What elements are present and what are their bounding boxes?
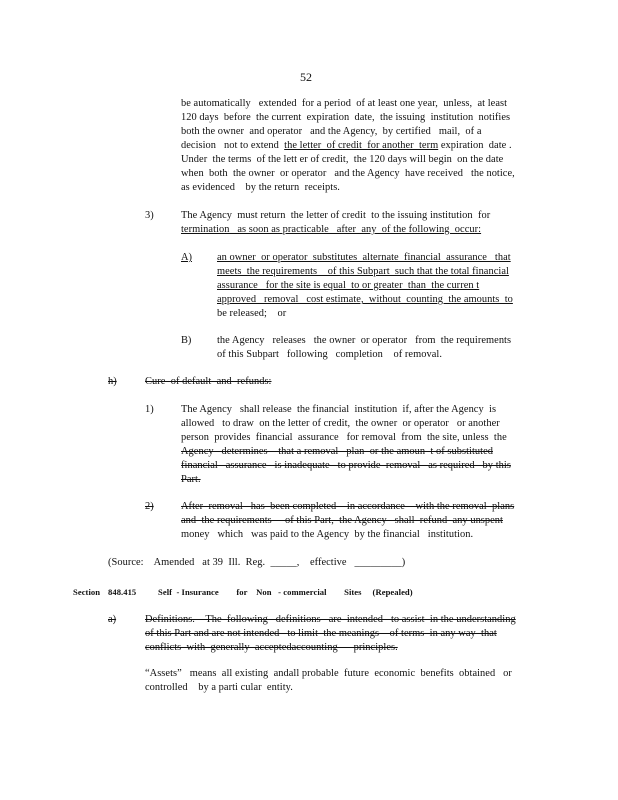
item-a-line: assurance for the site is equal to or greater than the curren t xyxy=(217,280,480,291)
item-h2-struck-line: After removal has been completed in accordance with the removal plans xyxy=(181,501,515,512)
source-mid: , effective xyxy=(296,557,355,568)
section-number: 848.415 xyxy=(108,587,137,597)
source-blank-reg: _____ xyxy=(270,557,297,568)
source-note xyxy=(108,556,405,570)
para1-inserted-text: the letter of credit for another term xyxy=(284,140,439,151)
item-b-marker: B) xyxy=(181,335,192,346)
para1-line: be automatically extended for a period of at least one year, unless, at least xyxy=(181,98,508,109)
item-h1-line: allowed to draw on the letter of credit, the owner or operator or another xyxy=(181,418,500,429)
assets-definition-line: “Assets” means all existing andall probable future economic benefits obtained or xyxy=(145,668,512,679)
item-3-marker: 3) xyxy=(145,210,154,221)
item-h1-struck-line: Part. xyxy=(181,474,201,485)
section-title: Self - Insurance for Non - commercial Sites (Repealed) xyxy=(158,587,413,597)
item-h1-line: person provides financial assurance for removal from the site, unless the xyxy=(181,432,507,443)
item-b-line: of this Subpart following completion of removal. xyxy=(217,349,442,360)
section-a-line: of this Part and are not intended to limit the meanings of terms in any way that xyxy=(145,628,497,639)
para1-line: both the owner and operator and the Agency, by certified mail, of a xyxy=(181,126,482,137)
item-h1-struck-line: Agency determines that a removal plan or the amoun t of substituted xyxy=(181,446,493,457)
para1-line: Under the terms of the lett er of credit, the 120 days will begin on the date xyxy=(181,154,504,165)
item-h2-struck-line: and the requirements of this Part, the Agency shall refund any unspent xyxy=(181,515,503,526)
section-a-line: conflicts with generally acceptedaccounting principles. xyxy=(145,642,398,653)
item-h1-marker: 1) xyxy=(145,404,154,415)
source-blank-effective: _________ xyxy=(354,557,402,568)
item-h2-line: money which was paid to the Agency by the financial institution. xyxy=(181,529,474,540)
item-3-line: termination as soon as practicable after any of the following occur: xyxy=(181,224,482,235)
item-a-line: approved removal cost estimate, without counting the amounts to xyxy=(217,294,513,305)
section-a-line: Definitions. The following definitions are intended to assist in the understanding xyxy=(145,614,516,625)
section-h-title: Cure of default and refunds: xyxy=(145,376,272,387)
item-h1-struck-line: financial assurance is inadequate to provide removal as required by this xyxy=(181,460,511,471)
item-a-marker: A) xyxy=(181,252,192,263)
section-h-marker: h) xyxy=(108,376,117,387)
assets-definition-line: controlled by a parti cular entity. xyxy=(145,682,293,693)
para1-line: when both the owner or operator and the Agency have received the notice, xyxy=(181,168,515,179)
section-a-marker: a) xyxy=(108,614,117,625)
para1-text: decision not to extend xyxy=(181,140,285,151)
item-b-line: the Agency releases the owner or operator from the requirements xyxy=(217,335,512,346)
para1-line: 120 days before the current expiration date, the issuing institution notifies xyxy=(181,112,511,123)
item-3-line: The Agency must return the letter of credit to the issuing institution for xyxy=(181,210,491,221)
section-label: Section xyxy=(73,587,101,597)
item-h1-line: The Agency shall release the financial institution if, after the Agency is xyxy=(181,404,497,415)
item-a-line: an owner or operator substitutes alternate financial assurance that xyxy=(217,252,511,263)
para1-line: as evidenced by the return receipts. xyxy=(181,182,340,193)
item-a-line: meets the requirements of this Subpart such that the total financial xyxy=(217,266,509,277)
item-a-line: be released; or xyxy=(217,308,287,319)
para1-line xyxy=(181,139,512,153)
source-suffix: ) xyxy=(401,557,406,568)
para1-text: expiration date . xyxy=(438,140,512,151)
page-number: 52 xyxy=(300,70,312,84)
source-prefix: (Source: Amended at 39 Ill. Reg. xyxy=(108,557,271,568)
item-h2-marker: 2) xyxy=(145,501,154,512)
